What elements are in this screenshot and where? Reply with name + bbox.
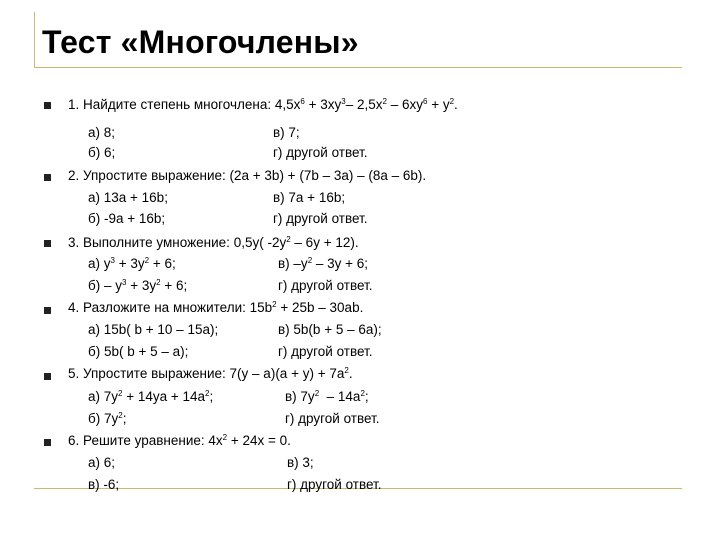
- answer-a: а) 8;: [88, 125, 116, 140]
- answer-b: б) $7y^2$;: [88, 411, 127, 426]
- question-number: 2.: [68, 168, 80, 183]
- title-rule-vertical: [34, 12, 35, 68]
- answer-v: в) 5b(b + 5 – 6a);: [278, 322, 382, 337]
- answer-v: в) $7y^2 - 14a^2$;: [285, 389, 369, 404]
- question-number: 6.: [68, 433, 80, 448]
- question-number: 1.: [68, 97, 80, 112]
- answer-g: г) другой ответ.: [287, 477, 382, 492]
- page-title: Тест «Многочлены»: [42, 24, 359, 60]
- question-number: 3.: [68, 235, 80, 250]
- question-4: [68, 300, 363, 315]
- question-text: Разложите на множители:: [83, 300, 246, 315]
- question-2: [68, 168, 426, 183]
- question-5: [68, 366, 353, 381]
- answer-v: в) $-y^2 - 3y + 6$;: [278, 256, 369, 271]
- answer-a: а) $7y^2 + 14ya + 14a^2$;: [88, 389, 214, 404]
- answer-a: а) 15b( b + 10 – 15a);: [88, 322, 219, 337]
- question-expression: 0,5y( $-2y^2 - 6y + 12$).: [233, 235, 359, 250]
- bullet-icon: [44, 439, 51, 446]
- answer-g: г) другой ответ.: [278, 278, 373, 293]
- answer-v: в) 7;: [273, 125, 300, 140]
- answer-a: а) 6;: [88, 455, 116, 470]
- answer-b: в) -6;: [88, 477, 120, 492]
- answer-g: г) другой ответ.: [285, 411, 380, 426]
- answer-b: $б) - y^3 + 3y^2 + 6$;: [88, 278, 188, 293]
- answer-g: г) другой ответ.: [273, 211, 368, 226]
- question-text: Найдите степень многочлена:: [83, 97, 272, 112]
- question-6: [68, 433, 291, 448]
- answer-g: г) другой ответ.: [273, 145, 368, 160]
- answer-v: в) 3;: [287, 455, 314, 470]
- question-number: 5.: [68, 366, 80, 381]
- answer-v: в) 7а + 16b;: [273, 190, 346, 205]
- answer-g: г) другой ответ.: [278, 344, 373, 359]
- bullet-icon: [44, 174, 51, 181]
- answer-a: а) 13а + 16b;: [88, 190, 168, 205]
- answer-b: б) 5b( b + 5 – a);: [88, 344, 189, 359]
- question-text: Упростите выражение: (2a + 3b) + (7b – 3a) – (8a – 6b).: [83, 168, 427, 183]
- question-expression: $7(y - a)(a + y) + 7a^2$.: [229, 366, 353, 381]
- title-rule-horizontal: [34, 67, 682, 68]
- answer-b: б) -9а + 16b;: [88, 211, 166, 226]
- question-text: Упростите выражение:: [83, 366, 226, 381]
- bullet-icon: [44, 240, 51, 247]
- question-text: Решите уравнение:: [83, 433, 205, 448]
- question-number: 4.: [68, 300, 80, 315]
- bullet-icon: [44, 373, 51, 380]
- question-3: [68, 235, 359, 250]
- bullet-icon: [44, 102, 51, 109]
- bullet-icon: [44, 307, 51, 314]
- question-expression: $4x^2 + 24x = 0$.: [208, 433, 291, 448]
- answer-b: б) 6;: [88, 145, 116, 160]
- question-expression: $4,5x^6 + 3xy^3-$ $2,5x^2 - 6xy^6 + y^2$.: [274, 97, 458, 112]
- question-1: [68, 97, 458, 112]
- question-text: Выполните умножение:: [83, 235, 230, 250]
- question-expression: $15b^2 + 25b - 30ab$.: [249, 300, 364, 315]
- answer-a: а) $y^3 + 3y^2 + 6$;: [88, 256, 176, 271]
